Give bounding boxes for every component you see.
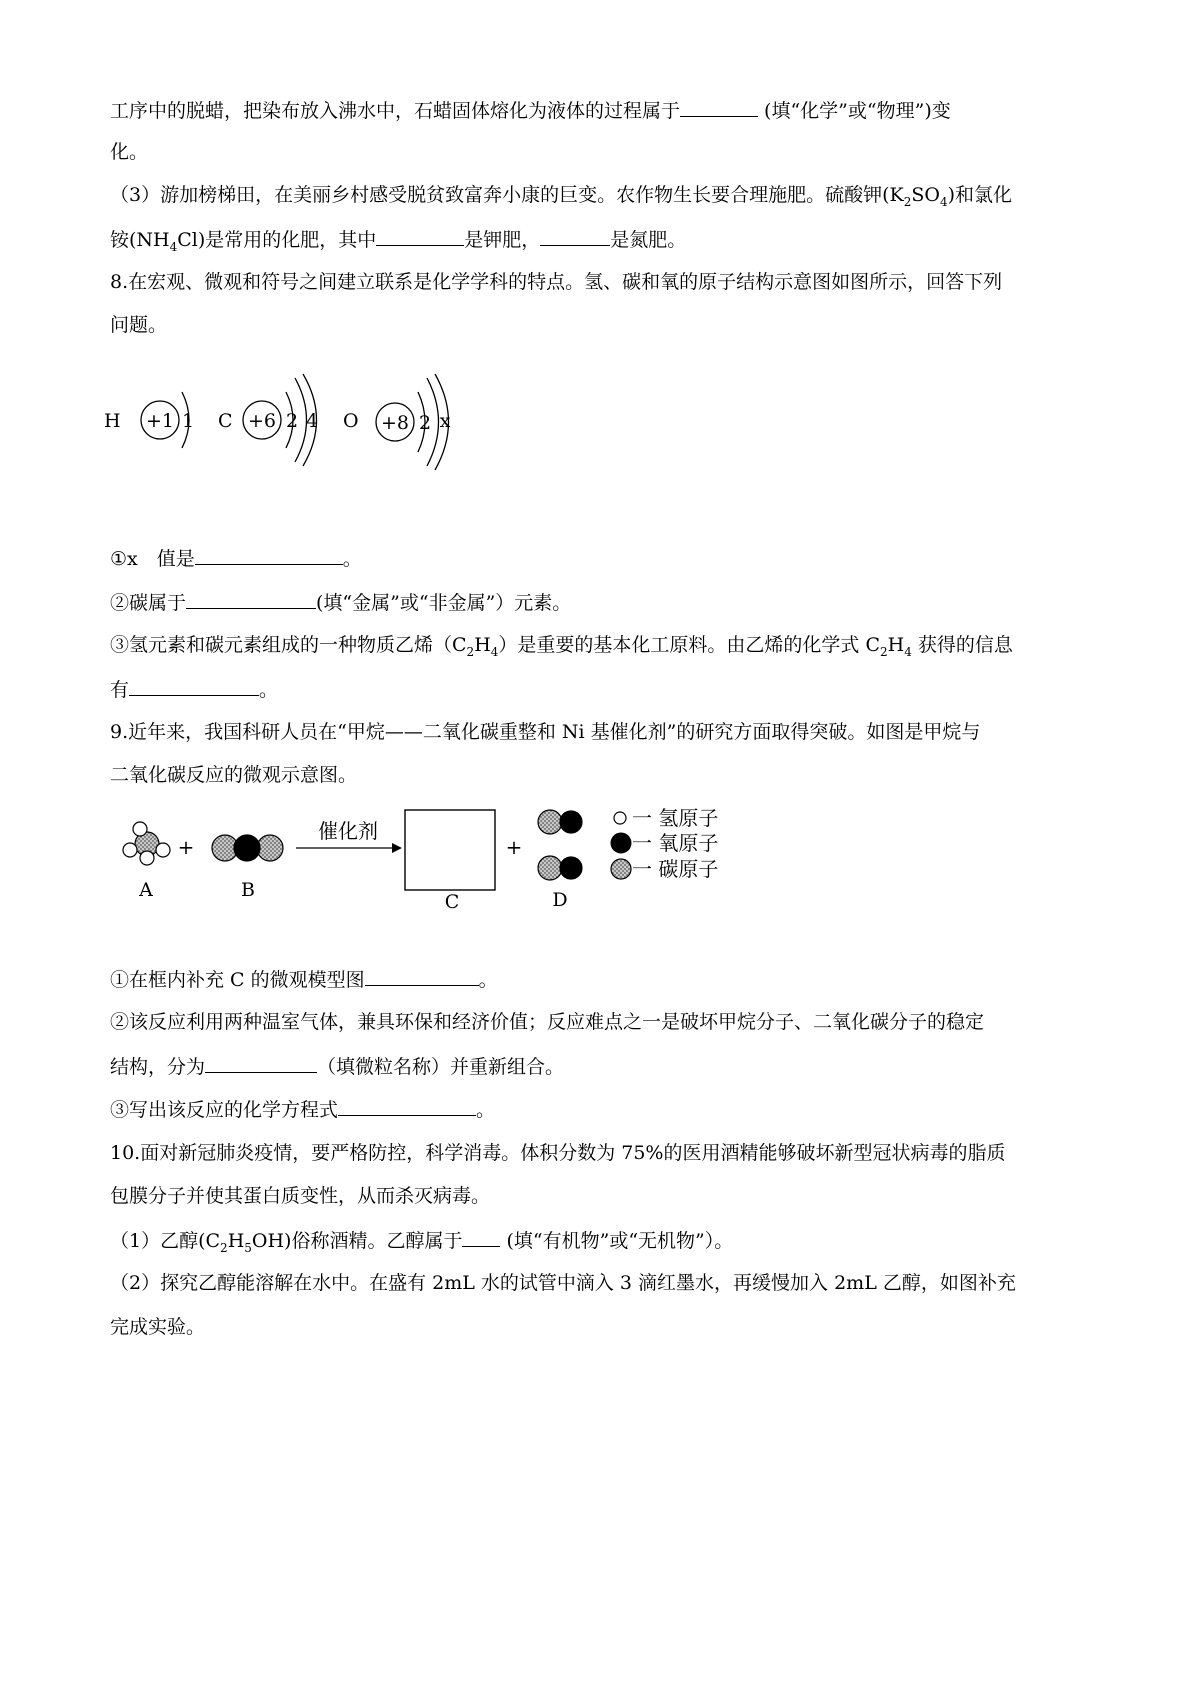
methane-molecule-icon	[123, 822, 170, 865]
text-line	[110, 1228, 733, 1253]
text-line	[110, 1054, 564, 1079]
legend	[611, 806, 718, 881]
text: 二氧化碳反应的微观示意图。	[110, 764, 358, 786]
text: ②该反应利用两种温室气体，兼具环保和经济价值；反应难点之一是破坏甲烷分子、二氧化碳分子的稳定	[110, 1011, 985, 1033]
text: H	[227, 1230, 245, 1252]
atom-structure-diagram	[100, 370, 500, 490]
text-line	[110, 677, 278, 702]
text: 是钾肥，	[464, 229, 541, 251]
atom-symbol: O	[343, 410, 359, 432]
answer-blank[interactable]	[129, 677, 259, 696]
electron-count: 1	[181, 410, 195, 432]
electron-count: 2	[418, 412, 432, 434]
text: （1）乙醇(C	[110, 1230, 221, 1252]
text-line	[110, 227, 686, 252]
carbon-dioxide-molecule-icon	[212, 835, 283, 861]
text: 获得的信息	[911, 634, 1013, 656]
carbon-monoxide-molecule-icon	[538, 810, 582, 880]
subscript: 4	[490, 644, 499, 659]
subscript: 2	[220, 1240, 228, 1255]
text: H	[887, 634, 905, 656]
text: 工序中的脱蜡，把染布放入沸水中，石蜡固体熔化为液体的过程属于	[110, 100, 681, 122]
text: (填“化学”或“物理”)变	[758, 100, 951, 122]
answer-blank[interactable]	[365, 967, 479, 986]
subscript: 2	[880, 644, 888, 659]
text: 8.在宏观、微观和符号之间建立联系是化学学科的特点。氢、碳和氧的原子结构示意图如图所示，回答下列	[110, 271, 1003, 293]
text-line	[110, 633, 1013, 657]
text-line	[110, 98, 951, 123]
text: 完成实验。	[110, 1316, 206, 1338]
text-line	[110, 1271, 1016, 1295]
text-line	[110, 1184, 490, 1208]
text-line	[110, 1010, 984, 1034]
text-line	[110, 140, 148, 164]
answer-blank[interactable]	[186, 590, 316, 609]
text-line	[110, 967, 498, 992]
text: （3）游加榜梯田，在美丽乡村感受脱贫致富奔小康的巨变。农作物生长要合理施肥。硫酸钾(K	[110, 184, 904, 206]
text: 。	[259, 679, 279, 701]
text-line	[110, 763, 357, 787]
legend-oxygen: 一 氧原子	[632, 831, 719, 855]
text: (填“金属”或“非金属”）元素。	[316, 592, 572, 614]
text: Cl)是常用的化肥，其中	[177, 229, 377, 251]
text-line	[110, 590, 571, 615]
subscript: 4	[169, 239, 178, 254]
text-line	[110, 1097, 495, 1122]
electron-count: 2	[285, 410, 299, 432]
answer-box-c[interactable]	[405, 810, 495, 890]
text: SO	[911, 184, 940, 206]
text: （2）探究乙醇能溶解在水中。在盛有 2mL 水的试管中滴入 3 滴红墨水，再缓慢加入 2mL 乙醇，如图补充	[110, 1272, 1016, 1294]
text: ③氢元素和碳元素组成的一种物质乙烯（C	[110, 634, 467, 656]
nucleus-charge: +1	[145, 410, 175, 432]
text: 铵(NH	[110, 229, 170, 251]
text: OH)俗称酒精。乙醇属于	[251, 1230, 463, 1252]
text: 。	[478, 969, 498, 991]
question-8-line	[110, 270, 1002, 294]
answer-blank[interactable]	[680, 98, 758, 117]
atom-symbol: H	[104, 410, 121, 432]
text-line	[110, 1315, 205, 1339]
plus-sign: +	[177, 835, 195, 859]
text: 包膜分子并使其蛋白质变性，从而杀灭病毒。	[110, 1185, 491, 1207]
answer-blank[interactable]	[205, 1054, 317, 1073]
label-d: D	[552, 889, 568, 911]
subscript: 5	[244, 1240, 252, 1255]
subscript: 4	[904, 644, 912, 659]
legend-hydrogen: 一 氢原子	[632, 806, 719, 830]
legend-carbon: 一 碳原子	[632, 857, 719, 881]
atom-symbol: C	[218, 410, 233, 432]
text: 化。	[110, 141, 149, 163]
subscript: 2	[903, 194, 912, 209]
subscript: 4	[939, 194, 948, 209]
text: 。	[342, 548, 362, 570]
text: )和氯化	[947, 184, 1012, 206]
answer-blank[interactable]	[376, 227, 464, 246]
text-line	[110, 183, 1012, 207]
reaction-arrow-icon	[296, 843, 402, 853]
carbon-atom-icon	[611, 859, 631, 879]
text: H	[474, 634, 491, 656]
answer-blank[interactable]	[195, 546, 343, 565]
text: 结构，分为	[110, 1056, 206, 1078]
nucleus-charge: +8	[380, 412, 410, 434]
electron-count: 4	[305, 410, 319, 432]
text: ①x 值是	[110, 548, 195, 570]
text: 。	[476, 1099, 496, 1121]
text-line	[110, 313, 167, 337]
oxygen-atom-icon	[611, 833, 631, 853]
text: （填微粒名称）并重新组合。	[317, 1056, 565, 1078]
text: ①在框内补充 C 的微观模型图	[110, 969, 365, 991]
text: ）是重要的基本化工原料。由乙烯的化学式 C	[498, 634, 880, 656]
nucleus-charge: +6	[247, 410, 277, 432]
label-b: B	[241, 879, 255, 901]
label-c: C	[444, 891, 460, 913]
question-10-line	[110, 1141, 1006, 1165]
text: ②碳属于	[110, 592, 187, 614]
plus-sign: +	[505, 835, 523, 859]
text: ③写出该反应的化学方程式	[110, 1099, 339, 1121]
text: 有	[110, 679, 130, 701]
text: 9.近年来，我国科研人员在“甲烷——二氧化碳重整和 Ni 基催化剂”的研究方面取得突破。如图是甲烷与	[110, 721, 981, 743]
question-9-line	[110, 720, 980, 744]
text: 10.面对新冠肺炎疫情，要严格防控，科学消毒。体积分数为 75%的医用酒精能够破坏新型冠状病毒的脂质	[110, 1142, 1006, 1164]
hydrogen-atom-icon	[614, 812, 626, 824]
electron-count: x	[439, 410, 451, 432]
subscript: 2	[466, 644, 475, 659]
answer-blank[interactable]	[540, 227, 610, 246]
label-a: A	[139, 879, 153, 901]
catalyst-label: 催化剂	[318, 819, 378, 843]
answer-blank[interactable]	[462, 1228, 500, 1247]
answer-blank[interactable]	[338, 1097, 476, 1116]
text: 问题。	[110, 314, 168, 336]
text: (填“有机物”或“无机物”）。	[500, 1230, 734, 1252]
text-line	[110, 546, 362, 571]
text: 是氮肥。	[610, 229, 687, 251]
